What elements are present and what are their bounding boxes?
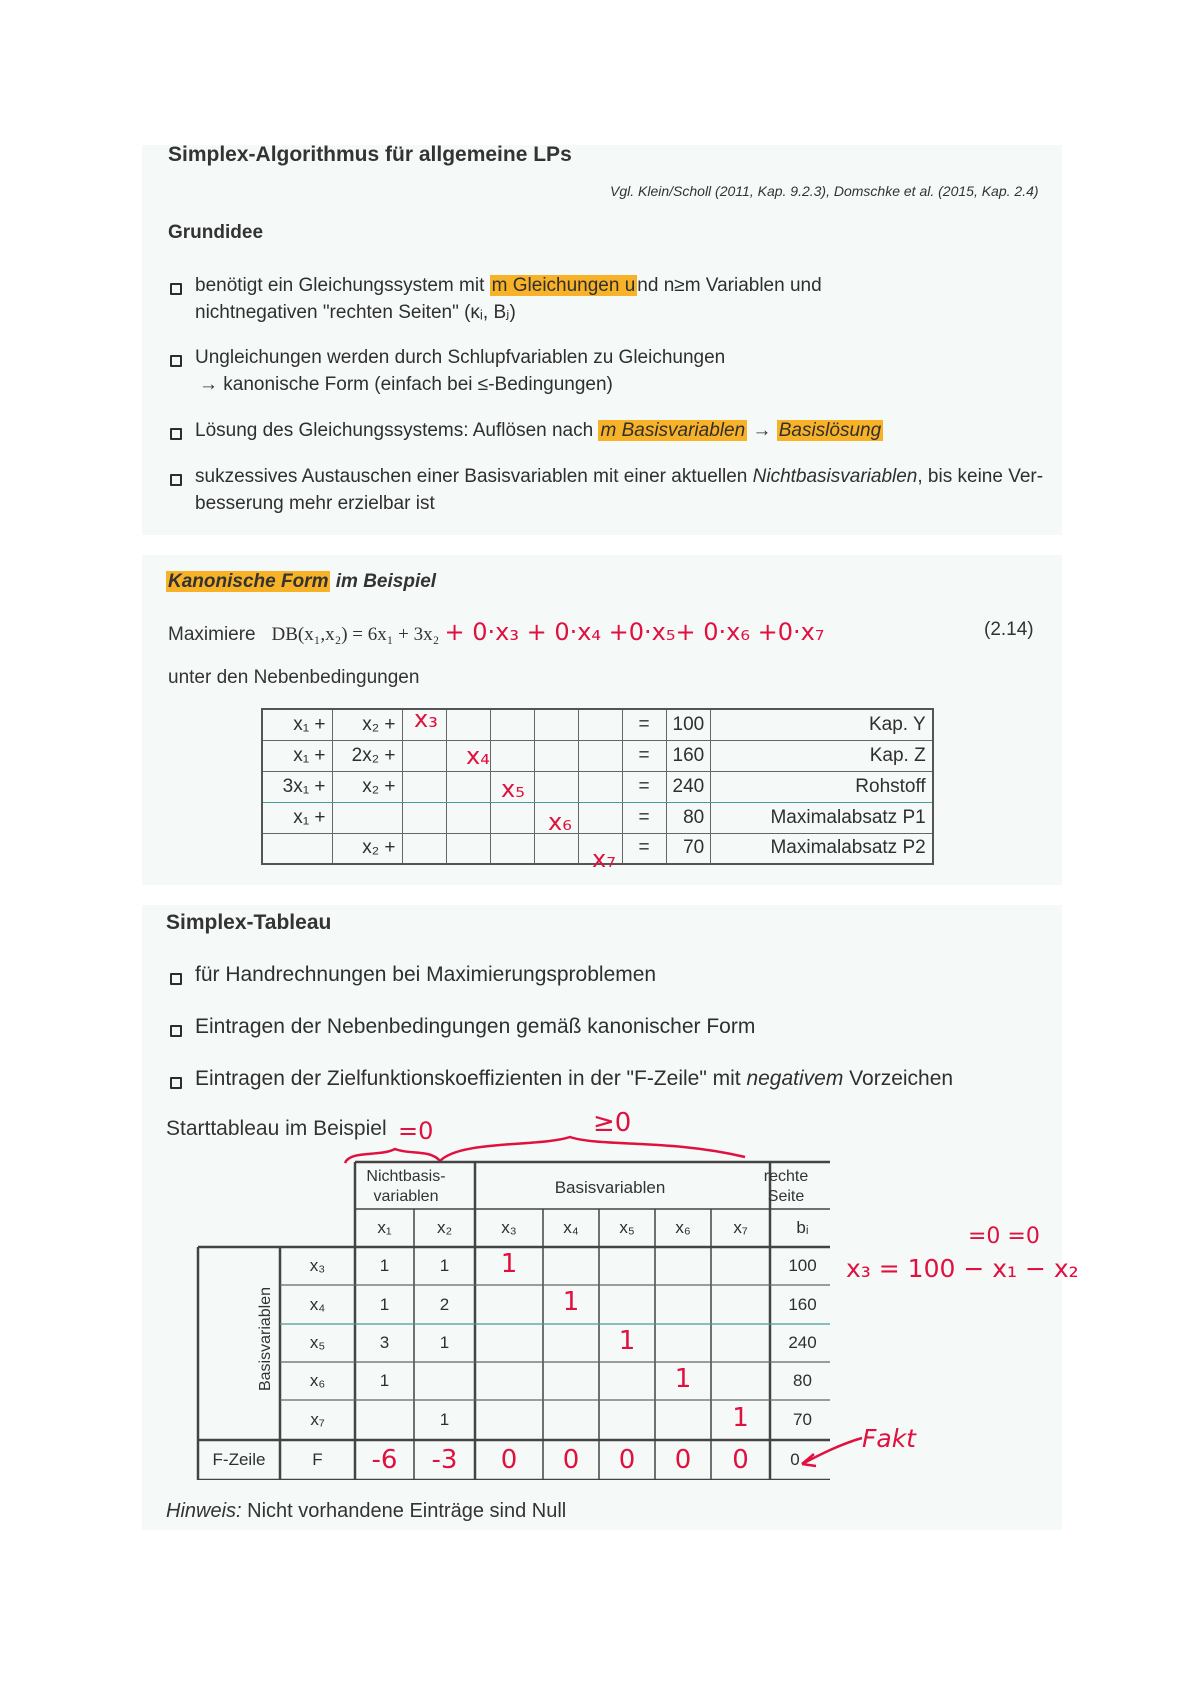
- note-label: Hinweis:: [166, 1500, 242, 1522]
- cell-x2: 1: [439, 1256, 450, 1275]
- cell-x1: 1: [379, 1256, 390, 1275]
- hand-ge0: ≥0: [593, 1108, 632, 1138]
- cell-empty: [402, 740, 446, 771]
- cell-x1: 1: [379, 1295, 390, 1314]
- f-coefficient: 0: [500, 1445, 518, 1475]
- bullet-box: [170, 973, 182, 985]
- hand-x5: x₅: [501, 775, 525, 803]
- cell-x2: x₂ +: [332, 833, 402, 864]
- cell-rhs: 160: [666, 740, 711, 771]
- cell-x2: 1: [439, 1333, 450, 1352]
- f-coefficient: 0: [618, 1445, 636, 1475]
- hand-side-equation: x₃ = 100 − x₁ − x₂: [846, 1254, 1079, 1283]
- f-coefficient: -6: [371, 1445, 398, 1475]
- constraint-row: [262, 740, 933, 771]
- f-coefficient: 0: [562, 1445, 580, 1475]
- f-var: F: [312, 1450, 323, 1469]
- bullet-text: [195, 344, 725, 398]
- hand-one: 1: [618, 1326, 636, 1356]
- cell-rhs: 80: [793, 1371, 812, 1390]
- text-part: Nichtbasisvariablen: [752, 466, 918, 487]
- text-part: negativem: [746, 1067, 844, 1090]
- maximize-label: Maximiere: [168, 624, 256, 645]
- constraint-table: [261, 708, 934, 865]
- f-coefficient: 0: [674, 1445, 692, 1475]
- rhs-header: rechte Seite: [763, 1168, 809, 1205]
- cell-x2: 1: [439, 1410, 450, 1429]
- basis-var-label: x₄: [309, 1295, 326, 1314]
- cell-x2: 2x₂ +: [332, 740, 402, 771]
- cell-x1: [262, 833, 332, 864]
- cell-rhs: 160: [788, 1295, 817, 1314]
- start-tableau-label: Starttableau im Beispiel: [166, 1117, 387, 1140]
- hand-side-zeros: =0 =0: [968, 1224, 1040, 1249]
- hand-eq0: =0: [398, 1117, 434, 1145]
- f-row-label: F-Zeile: [212, 1450, 266, 1469]
- basis-var-label: x₆: [309, 1371, 326, 1390]
- section-title: Simplex-Tableau: [166, 911, 332, 934]
- col-var-header: x₁: [377, 1218, 392, 1237]
- highlight-basisloesung: Basislösung: [778, 420, 882, 441]
- cell-rhs: 240: [788, 1333, 817, 1352]
- text-part: , bis keine Ver-: [917, 466, 1044, 487]
- cell-eq: =: [622, 709, 666, 740]
- constraint-row: [262, 771, 933, 802]
- cell-rhs: 100: [666, 709, 711, 740]
- col-var-header: x₃: [501, 1218, 517, 1237]
- col-var-header: bᵢ: [796, 1218, 809, 1237]
- basis-var-label: x₅: [309, 1333, 326, 1352]
- cell-x1: 3: [379, 1333, 390, 1352]
- note-text: Nicht vorhandene Einträge sind Null: [241, 1500, 567, 1522]
- nb-header: Nichtbasis- variablen: [366, 1168, 446, 1205]
- f-coefficient: -3: [431, 1445, 458, 1475]
- cell-empty: [534, 833, 578, 864]
- maximize-line: [168, 618, 824, 646]
- bullet-text: [195, 417, 883, 444]
- cell-eq: =: [622, 740, 666, 771]
- text-part: Ungleichungen werden durch Schlupfvariablen zu Gleichungen: [195, 347, 726, 368]
- hand-x6: x₆: [548, 808, 572, 836]
- cell-rhs: 240: [666, 771, 711, 802]
- cell-empty: [402, 833, 446, 864]
- basis-var-label: x₃: [309, 1256, 326, 1275]
- text-part: sukzessives Austauschen einer Basisvariablen mit einer aktuellen: [195, 466, 753, 487]
- bullet-box: [170, 474, 182, 486]
- cell-empty: [490, 709, 534, 740]
- col-var-header: x₆: [675, 1218, 691, 1237]
- highlight-kanonische-form: Kanonische Form: [168, 571, 329, 592]
- cell-empty: [446, 771, 490, 802]
- cell-x1: x₁ +: [262, 802, 332, 833]
- text-part: Vorzeichen: [843, 1067, 954, 1090]
- f-rhs: 0: [790, 1450, 800, 1469]
- cell-empty: [578, 709, 622, 740]
- text-part: nichtnegativen "rechten Seiten" (κᵢ, Bⱼ): [195, 302, 516, 323]
- cell-empty: [578, 740, 622, 771]
- hand-x3: x₃: [414, 705, 438, 733]
- subtitle-grundidee: Grundidee: [168, 222, 264, 243]
- constraints-label: unter den Nebenbedingungen: [168, 667, 420, 688]
- cell-label: Rohstoff: [711, 771, 933, 802]
- col-var-header: x₄: [563, 1218, 579, 1237]
- arrow: →: [747, 420, 777, 441]
- handwritten-slack-terms: + 0·x₃ + 0·x₄ +0·x₅+ 0·x₆ +0·x₇: [444, 618, 825, 646]
- col-var-header: x₇: [733, 1218, 748, 1237]
- cell-empty: [490, 802, 534, 833]
- basis-var-label: x₇: [310, 1410, 325, 1429]
- hand-x7: x₇: [592, 845, 616, 873]
- text-part: nd n≥m Variablen und: [637, 275, 822, 296]
- cell-empty: [578, 802, 622, 833]
- cell-empty: [490, 833, 534, 864]
- cell-empty: [534, 771, 578, 802]
- brace-basis: [440, 1137, 745, 1161]
- hand-one: 1: [732, 1403, 749, 1433]
- objective-formula: DB(x₁,x₂) = 6x₁ + 3x₂: [271, 624, 440, 645]
- cell-x2: x₂ +: [332, 771, 402, 802]
- bullet-box: [170, 1077, 182, 1089]
- section-title: Simplex-Algorithmus für allgemeine LPs: [168, 143, 572, 166]
- bullet-text: [195, 463, 1043, 517]
- bullet-text: [195, 1065, 953, 1092]
- cell-x1: x₁ +: [262, 740, 332, 771]
- text-part: besserung mehr erzielbar ist: [195, 493, 435, 514]
- side-label: Basisvariablen: [257, 1286, 274, 1392]
- text-part: im Beispiel: [330, 571, 437, 592]
- cell-label: Kap. Y: [711, 709, 933, 740]
- cell-x1: 1: [379, 1371, 390, 1390]
- bullet-box: [170, 1025, 182, 1037]
- bullet-box: [170, 283, 182, 295]
- cell-x2: 2: [439, 1295, 450, 1314]
- cell-x1: [355, 1400, 414, 1440]
- cell-x2: [332, 802, 402, 833]
- col-var-header: x₅: [619, 1218, 635, 1237]
- cell-empty: [402, 771, 446, 802]
- cell-x2: [414, 1362, 475, 1400]
- cell-rhs: 70: [666, 833, 711, 864]
- constraint-row: [262, 709, 933, 740]
- hand-one: 1: [562, 1287, 580, 1317]
- cell-rhs: 80: [666, 802, 711, 833]
- f-coefficient: 0: [732, 1445, 749, 1475]
- text-part: Lösung des Gleichungssystems: Auflösen nach: [195, 420, 599, 441]
- cell-label: Kap. Z: [711, 740, 933, 771]
- cell-empty: [402, 802, 446, 833]
- hand-fakt: Fakt: [862, 1424, 916, 1453]
- text-part: Eintragen der Zielfunktionskoeffizienten in der "F-Zeile" mit: [195, 1067, 747, 1090]
- equation-number: (2.14): [984, 619, 1034, 640]
- cell-eq: =: [622, 771, 666, 802]
- highlight-basisvariablen: m Basisvariablen: [600, 420, 746, 441]
- cell-empty: [446, 833, 490, 864]
- bullet-text: Eintragen der Nebenbedingungen gemäß kanonischer Form: [195, 1015, 756, 1038]
- text-part: → kanonische Form (einfach bei ≤-Bedingungen): [199, 374, 613, 395]
- arrow-icon: [796, 1432, 866, 1472]
- cell-label: Maximalabsatz P1: [711, 802, 933, 833]
- b-header: Basisvariablen: [554, 1178, 666, 1197]
- section-title: [166, 571, 436, 593]
- cell-x1: x₁ +: [262, 709, 332, 740]
- cell-empty: [578, 771, 622, 802]
- note: [166, 1500, 566, 1523]
- cell-eq: =: [622, 802, 666, 833]
- hand-one: 1: [674, 1364, 692, 1394]
- cell-empty: [534, 709, 578, 740]
- cell-rhs: 70: [793, 1410, 812, 1429]
- cell-empty: [446, 802, 490, 833]
- bullet-box: [170, 355, 182, 367]
- cell-empty: [446, 709, 490, 740]
- col-var-header: x₂: [436, 1218, 453, 1237]
- cell-label: Maximalabsatz P2: [711, 833, 933, 864]
- cell-empty: [534, 740, 578, 771]
- bullet-text: für Handrechnungen bei Maximierungsproblemen: [195, 963, 657, 986]
- citation: Vgl. Klein/Scholl (2011, Kap. 9.2.3), Domschke et al. (2015, Kap. 2.4): [610, 183, 1039, 199]
- cell-empty: [490, 740, 534, 771]
- bullet-box: [170, 428, 182, 440]
- highlight-m-gleichungen: m Gleichungen u: [491, 275, 636, 296]
- cell-x2: x₂ +: [332, 709, 402, 740]
- hand-one: 1: [500, 1249, 518, 1279]
- cell-rhs: 100: [788, 1256, 817, 1275]
- constraint-row: [262, 802, 933, 833]
- bullet-text: [195, 272, 822, 326]
- cell-eq: =: [622, 833, 666, 864]
- text-part: benötigt ein Gleichungssystem mit: [195, 275, 490, 296]
- cell-x1: 3x₁ +: [262, 771, 332, 802]
- hand-x4: x₄: [466, 742, 490, 770]
